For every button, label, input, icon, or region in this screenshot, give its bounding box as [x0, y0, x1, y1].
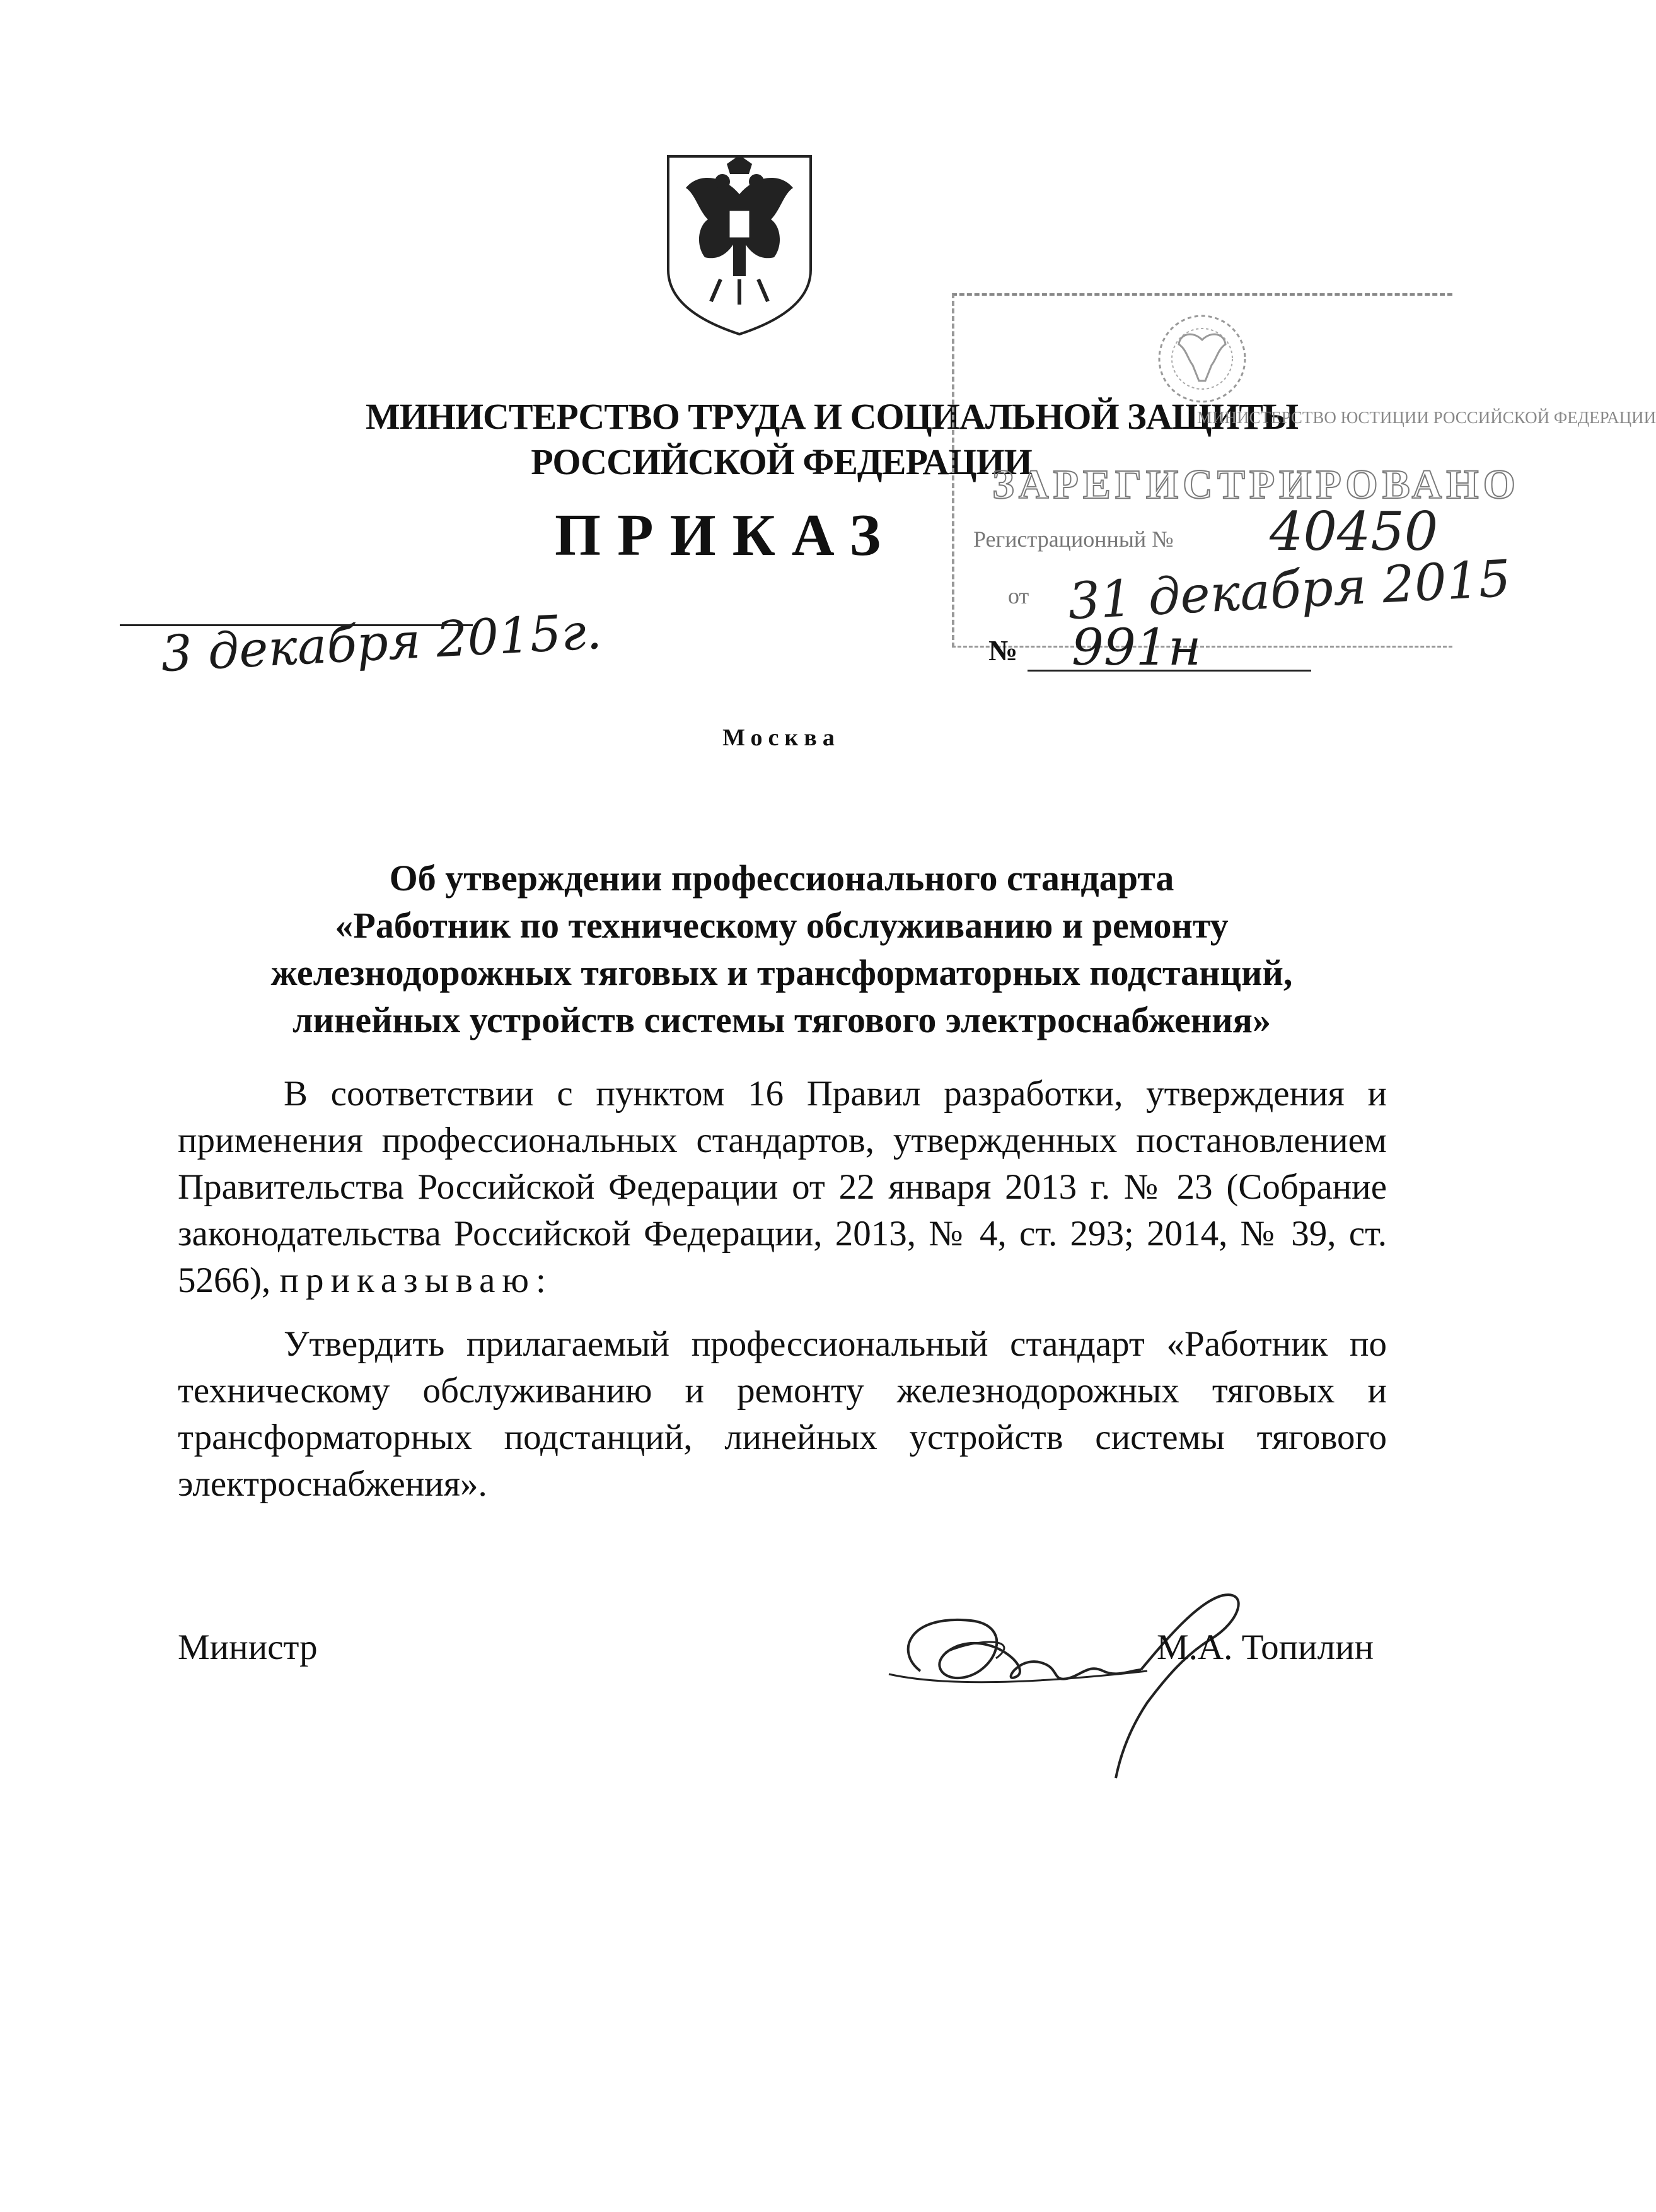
- registration-stamp: [952, 293, 1656, 648]
- stamp-registration-label: Регистрационный №: [973, 527, 1174, 552]
- order-city: Москва: [722, 725, 840, 751]
- order-number: 991н: [1072, 618, 1201, 677]
- document-type-title: ПРИКАЗ: [555, 503, 897, 568]
- stamp-registration-date: 31 декабря 2015: [1067, 549, 1512, 631]
- ministry-line-2: РОССИЙСКОЙ ФЕДЕРАЦИИ: [531, 441, 1032, 482]
- order-date: 3 декабря 2015г.: [159, 603, 603, 684]
- stamp-emblem-icon: [1155, 311, 1249, 406]
- paragraph-1-text: В соответствии с пунктом 16 Правил разработки, утверждения и применения профессиональных стандартов, утвержденных постановлением Правительства Российской Федерации от 22 января 2013 г. № 23 (Собрание законодательства Российской Федерации, 2013, № 4, ст. 293; 2014, № 39, ст. 5266),: [178, 1074, 1387, 1300]
- subject-line-1: Об утверждении профессионального стандарта: [389, 858, 1174, 899]
- subject-line-2: «Работник по техническому обслуживанию и ремонту: [335, 905, 1229, 946]
- order-number-label: №: [988, 634, 1018, 667]
- stamp-status: ЗАРЕГИСТРИРОВАНО: [992, 462, 1520, 508]
- paragraph-1-emphasis: приказываю:: [279, 1260, 553, 1300]
- stamp-registration-number: 40450: [1270, 501, 1439, 562]
- state-emblem-icon: [661, 150, 818, 339]
- order-number-underline: [1028, 670, 1311, 672]
- signer-position: Министр: [178, 1627, 318, 1667]
- subject-line-4: линейных устройств системы тягового электроснабжения»: [292, 999, 1271, 1040]
- stamp-ministry-text: МИНИСТЕРСТВО ЮСТИЦИИ РОССИЙСКОЙ ФЕДЕРАЦИИ: [1197, 408, 1656, 427]
- signature-icon: [870, 1576, 1273, 1784]
- stamp-date-label: от: [1008, 583, 1029, 608]
- order-date-underline: [120, 624, 473, 626]
- body-paragraph-1: [178, 1071, 1387, 1304]
- body-paragraph-2: Утвердить прилагаемый профессиональный стандарт «Работник по техническому обслуживанию и ремонту железнодорожных тяговых и трансформаторных подстанций, линейных устройств системы тягового электроснабжения».: [178, 1324, 1387, 1504]
- ministry-line-1: МИНИСТЕРСТВО ТРУДА И СОЦИАЛЬНОЙ ЗАЩИТЫ: [365, 396, 1299, 437]
- signer-name: М.А. Топилин: [1157, 1627, 1374, 1667]
- order-subject: [177, 854, 1387, 1044]
- subject-line-3: железнодорожных тяговых и трансформаторных подстанций,: [270, 952, 1293, 993]
